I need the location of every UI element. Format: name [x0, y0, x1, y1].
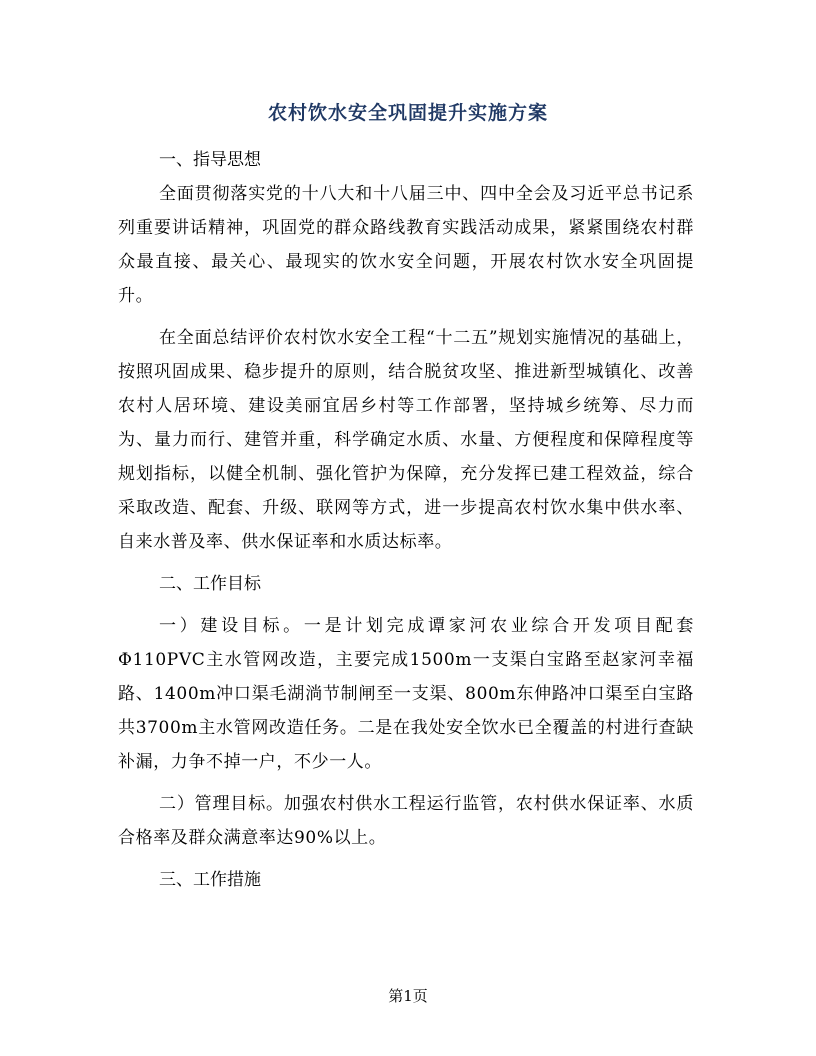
document-title: 农村饮水安全巩固提升实施方案 — [267, 102, 548, 124]
paragraph: 二）管理目标。加强农村供水工程运行监管，农村供水保证率、水质合格率及群众满意率达90%以上。 — [118, 794, 694, 848]
paragraph: 在全面总结评价农村饮水安全工程“十二五”规划实施情况的基础上，按照巩固成果、稳步提升的原则，结合脱贫攻坚、推进新型城镇化、改善农村人居环境、建设美丽宜居乡村等工作部署，坚持城乡统筹、尽力而为、量力而行、建管并重，科学确定水质、水量、方便程度和保障程度等规划指标，以健全机制、强化管护为保障，充分发挥已建工程效益，综合采取改造、配套、升级、联网等方式，进一步提高农村饮水集中供水率、自来水普及率、供水保证率和水质达标率。 — [118, 328, 694, 552]
section-heading-work-goals: 二、工作目标 — [159, 574, 261, 594]
paragraph: 全面贯彻落实党的十八大和十八届三中、四中全会及习近平总书记系列重要讲话精神，巩固党的群众路线教育实践活动成果，紧紧围绕农村群众最直接、最关心、最现实的饮水安全问题，开展农村饮水安全巩固提升。 — [118, 184, 694, 306]
page-number: 第1页 — [388, 987, 428, 1005]
section-heading-work-measures: 三、工作措施 — [159, 870, 261, 890]
paragraph: 一）建设目标。一是计划完成谭家河农业综合开发项目配套Φ110PVC主水管网改造，主要完成1500m一支渠白宝路至赵家河幸福路、1400m冲口渠毛湖淌节制闸至一支渠、800m东伸路冲口渠至白宝路共3700m主水管网改造任务。二是在我处安全饮水已全覆盖的村进行查缺补漏，力争不掉一户，不少一人。 — [118, 616, 694, 772]
section-heading-guiding-ideology: 一、指导思想 — [159, 150, 261, 170]
document-body — [118, 143, 694, 897]
